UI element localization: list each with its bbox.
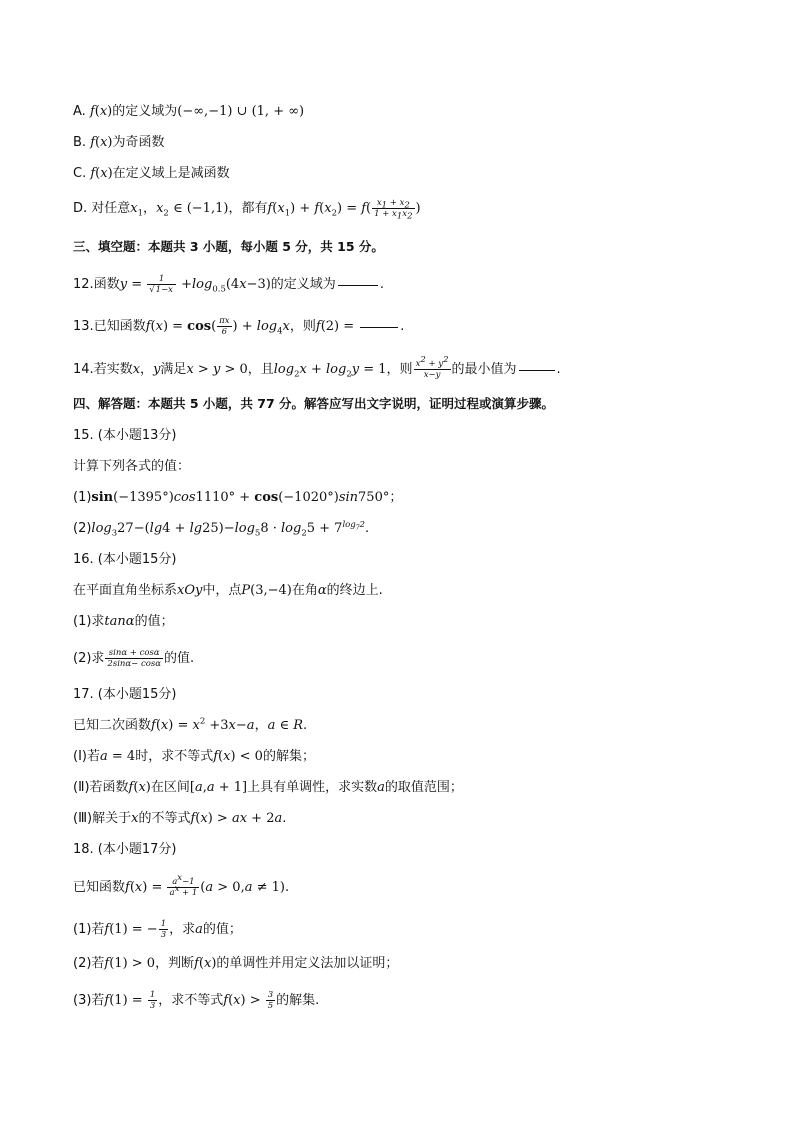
- q14-mid2: ，且: [247, 362, 274, 377]
- q12-number: 12.: [73, 277, 94, 292]
- q13-answer-blank: [360, 326, 398, 328]
- q16-intro-3: 在角: [291, 583, 318, 598]
- q18-part3-2: ，求不等式: [158, 993, 224, 1008]
- q18-part1-1: (1)若: [73, 922, 105, 937]
- choice-b-label: B.: [73, 135, 91, 150]
- q18-part-1: (1)若f(1) = − $\frac{1}{3}$ ，求a的值；: [73, 919, 242, 940]
- q14-mid3: ，则: [386, 362, 413, 377]
- choice-a: A. f(x)的定义域为(−∞,−1) ∪ (1, + ∞): [73, 104, 305, 119]
- q16-part2-2: 的值: [163, 651, 190, 666]
- question-12: 12.函数y = $\frac{1}{√1-x}$ $+\log_{0.5}(4x-3)$的定义域为 .: [73, 274, 384, 295]
- choice-d-label: D. 对任意: [73, 201, 131, 216]
- q16-header: 16. (本小题15分): [73, 552, 177, 567]
- section-3-heading: 三、填空题：本题共 3 小题，每小题 5 分，共 15 分。: [73, 239, 384, 254]
- section-4-heading: 四、解答题：本题共 5 小题，共 77 分。解答应写出文字说明，证明过程或演算步骤。: [73, 396, 555, 411]
- q16-intro: 在平面直角坐标系xOy中，点P(3,−4)在角α的终边上.: [73, 583, 383, 598]
- choice-a-text: 的定义域为: [112, 104, 178, 119]
- q16-part1-1: (1)求: [73, 614, 105, 629]
- q18-header: 18. (本小题17分): [73, 842, 177, 857]
- q17-part-3: (Ⅲ)解关于x的不等式f(x) > ax + 2a.: [73, 811, 287, 826]
- q16-part1-2: 的值；: [134, 614, 174, 629]
- q17-intro-text: 已知二次函数: [73, 718, 152, 733]
- q18-intro-text: 已知函数: [73, 880, 126, 895]
- q13-prefix: 已知函数: [93, 319, 146, 334]
- choice-c: C. f(x)在定义域上是减函数: [73, 166, 230, 181]
- q17-part-1: (Ⅰ)若a = 4时，求不等式f(x) < 0的解集；: [73, 749, 315, 764]
- q15-part-2: $(2)\log_327-(\lg 4 + \lg 25)-\log_58 \cdot \log_25 + 7^{log_72}$.: [73, 519, 370, 539]
- q15-part1-label: (1): [73, 490, 92, 505]
- q16-part-1: (1)求tanα的值；: [73, 614, 174, 629]
- q16-part2-1: (2)求: [73, 651, 105, 666]
- q16-part-2: (2)求 $\frac{\sin\alpha + \cos\alpha}{2\sin\alpha- \cos\alpha}$ 的值.: [73, 648, 195, 669]
- q13-number: 13.: [73, 319, 94, 334]
- q16-intro-2: 中，点: [202, 583, 242, 598]
- q17-part2-4: 的取值范围；: [384, 780, 463, 795]
- q17-part3-2: 的不等式: [138, 811, 191, 826]
- q15-part2-label: (2): [73, 521, 92, 536]
- q16-intro-1: 在平面直角坐标系: [73, 583, 178, 598]
- question-14: 14.若实数x，y满足x > y > 0，且$\log_2x + \log_2y = 1$，则 $\frac{x^2 + y^2}{x-y}$ 的最小值为 .: [73, 355, 561, 380]
- q18-part-3: (3)若f(1) = $\frac{1}{3}$ ，求不等式f(x) > $\frac{3}{5}$ 的解集.: [73, 990, 320, 1011]
- choice-b: B. f(x)为奇函数: [73, 135, 165, 150]
- q16-intro-4: 的终边上: [326, 583, 379, 598]
- q13-mid: ，则: [289, 319, 316, 334]
- question-13: 13.已知函数f(x) = cos( $\frac{\pi x}{6}$ ) + $\log_4x$，则f(2) = .: [73, 316, 405, 337]
- q15-intro: 计算下列各式的值：: [73, 459, 191, 474]
- q18-part3-3: 的解集: [276, 993, 316, 1008]
- q12-answer-blank: [338, 284, 378, 286]
- q17-part2-1: (Ⅱ)若函数: [73, 780, 129, 795]
- q17-part2-3: 上具有单调性，求实数: [247, 780, 378, 795]
- choice-c-label: C.: [73, 166, 91, 181]
- q18-part1-2: ，求: [169, 922, 196, 937]
- q17-part1-1: (Ⅰ)若: [73, 749, 100, 764]
- q14-mid1: 满足: [160, 362, 187, 377]
- q18-part-2: (2)若f(1) > 0，判断f(x)的单调性并用定义法加以证明；: [73, 956, 399, 971]
- q14-suffix: 的最小值为: [451, 362, 517, 377]
- choice-c-text: 在定义域上是减函数: [112, 166, 230, 181]
- q15-header: 15. (本小题13分): [73, 428, 177, 443]
- q14-number: 14.: [73, 362, 94, 377]
- q14-prefix: 若实数: [93, 362, 133, 377]
- choice-a-label: A.: [73, 104, 90, 119]
- q18-part2-3: 的单调性并用定义法加以证明；: [216, 956, 399, 971]
- q18-part2-2: ，判断: [155, 956, 195, 971]
- q17-part-2: (Ⅱ)若函数f(x)在区间[a,a + 1]上具有单调性，求实数a的取值范围；: [73, 780, 463, 795]
- q18-intro: 已知函数f(x) = $\frac{a^x-1}{a^x + 1}$ (a > 0,a ≠ 1).: [73, 873, 290, 898]
- q18-part2-1: (2)若: [73, 956, 105, 971]
- q18-part3-1: (3)若: [73, 993, 105, 1008]
- q12-suffix: 的定义域为: [270, 277, 336, 292]
- q12-prefix: 函数: [93, 277, 120, 292]
- choice-d-text: ，都有: [228, 201, 268, 216]
- q17-part2-2: 在区间: [150, 780, 190, 795]
- q15-part-1: (1)sin(−1395°)cos1110° + cos(−1020°)sin750°；: [73, 490, 403, 505]
- q17-part1-2: 时，求不等式: [135, 749, 214, 764]
- choice-d: D. 对任意$x_1$，$x_2$ ∈ (−1,1)，都有$f(x_1) + f(x_2) = f$( $\frac{x_1 + x_2}{1 + x_1x_2}$ ): [73, 198, 421, 222]
- choice-a-domain: (−∞,−1) ∪ (1, + ∞): [177, 104, 305, 119]
- q17-part1-3: 的解集；: [262, 749, 315, 764]
- q17-part3-1: (Ⅲ)解关于: [73, 811, 132, 826]
- q14-answer-blank: [519, 369, 555, 371]
- q17-intro: 已知二次函数$f(x) = x^2 +3x-a$，a ∈ R.: [73, 716, 308, 733]
- choice-b-text: 为奇函数: [112, 135, 165, 150]
- q17-header: 17. (本小题15分): [73, 687, 177, 702]
- q18-part1-3: 的值；: [202, 922, 242, 937]
